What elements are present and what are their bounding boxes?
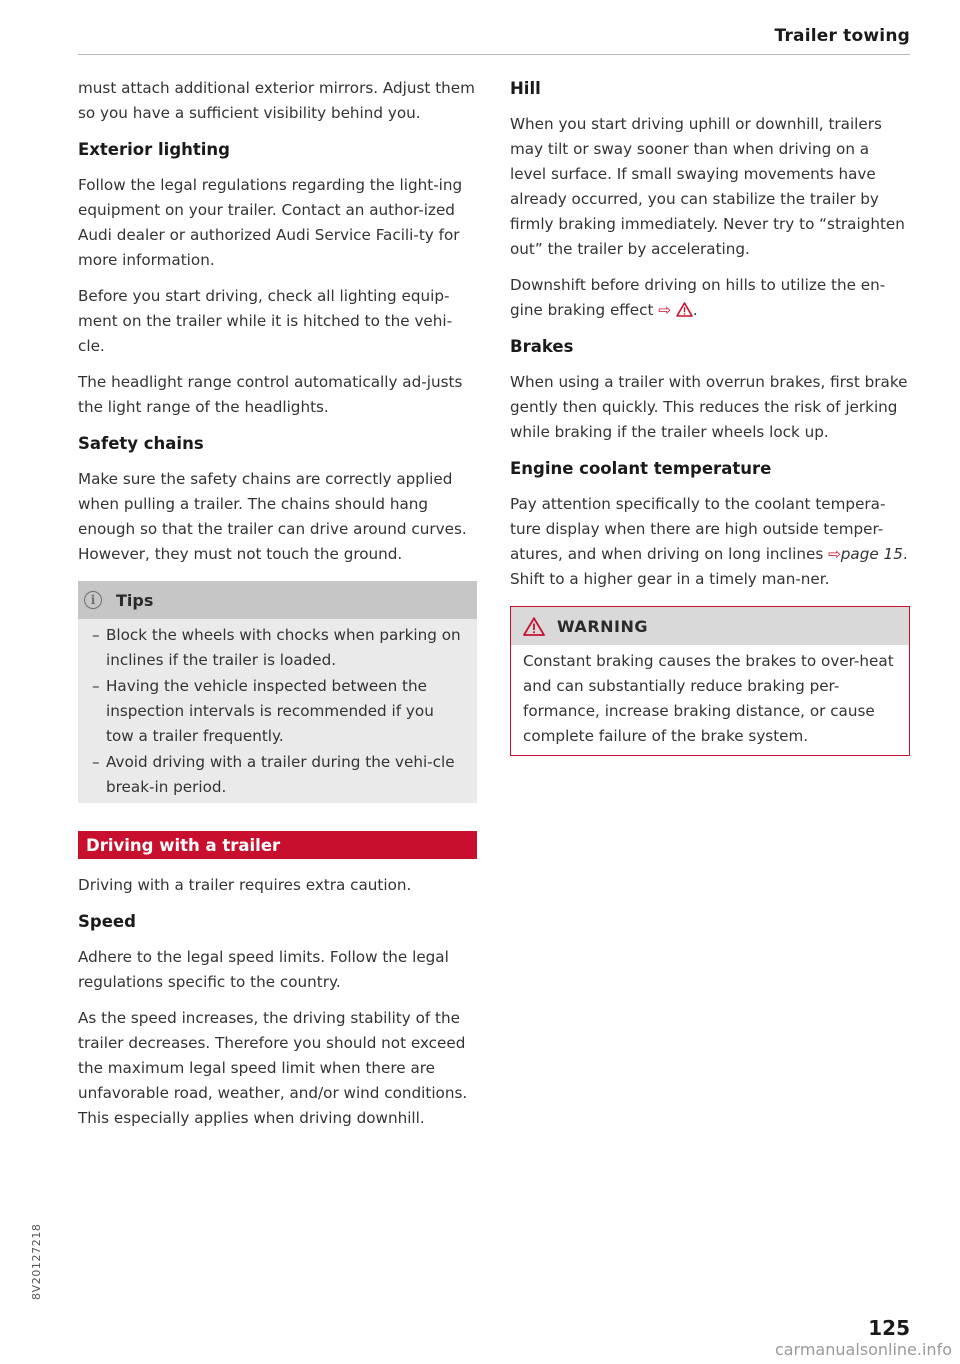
tips-list — [78, 619, 477, 803]
watermark: carmanualsonline.info — [774, 1340, 952, 1359]
paragraph-text: . Shift to a higher gear in a timely man-ner. — [510, 545, 908, 588]
page-header — [78, 22, 910, 55]
paragraph: Follow the legal regulations regarding the light-ing equipment on your trailer. Contact an author-ized Audi dealer or authorized Audi Service Facili-ty for more information. — [78, 176, 463, 269]
heading-engine-coolant: Engine coolant temperature — [510, 459, 772, 478]
document-code: 8V2012721​8 — [30, 1223, 43, 1300]
paragraph: The headlight range control automatically ad-justs the light range of the headlights. — [78, 373, 463, 416]
tips-header — [78, 581, 477, 619]
paragraph: Before you start driving, check all lighting equip-ment on the trailer while it is hitched to the vehi-cle. — [78, 287, 453, 355]
heading-safety-chains: Safety chains — [78, 434, 204, 453]
warning-header — [511, 607, 909, 645]
section-title-bar: Driving with a trailer — [78, 831, 477, 859]
tips-label: Tips — [116, 590, 154, 610]
warning-body — [511, 645, 909, 755]
warning-box — [510, 606, 910, 756]
paragraph: Driving with a trailer requires extra caution. — [78, 876, 412, 894]
heading-exterior-lighting: Exterior lighting — [78, 140, 230, 159]
page-reference-link[interactable]: page 15 — [840, 545, 903, 563]
reference-arrow-icon[interactable]: ⇨ — [658, 301, 671, 319]
info-icon: i — [84, 591, 102, 609]
paragraph: When using a trailer with overrun brakes, first brake gently then quickly. This reduces the risk of jerking while braking if the trailer wheels lock up. — [510, 373, 908, 441]
reference-arrow-icon[interactable]: ⇨ — [828, 545, 841, 563]
list-item: – Avoid driving with a trailer during the vehi-cle break-in period. — [92, 750, 465, 800]
list-item: – Block the wheels with chocks when parking on inclines if the trailer is loaded. — [92, 623, 465, 673]
paragraph: As the speed increases, the driving stability of the trailer decreases. Therefore you should not exceed the maximum legal speed limit when there are unfavorable road, weather, and/or wind conditions. This especially applies when driving downhill. — [78, 1009, 468, 1127]
warning-triangle-icon — [523, 617, 545, 636]
paragraph: When you start driving uphill or downhill, trailers may tilt or sway sooner than when driving on a level surface. If small swaying movements have already occurred, you can stabilize the trailer by firmly braking immediately. Never try to “straighten out” the trailer by accelerating. — [510, 115, 905, 258]
paragraph — [510, 492, 910, 592]
chapter-title: Trailer towing — [774, 26, 910, 46]
paragraph-text: Pay attention specifically to the coolant tempera-ture display when there are high outside temper-atures, and when driving on long inclines — [510, 495, 886, 563]
paragraph: Make sure the safety chains are correctly applied when pulling a trailer. The chains should hang enough so that the trailer can drive around curves. However, they must not touch the ground. — [78, 470, 467, 563]
warning-text: Constant braking causes the brakes to over-heat and can substantially reduce braking per-formance, increase braking distance, or cause complete failure of the brake system. — [523, 652, 894, 745]
paragraph: must attach additional exterior mirrors. Adjust them so you have a sufficient visibility behind you. — [78, 79, 475, 122]
paragraph: Adhere to the legal speed limits. Follow the legal regulations specific to the country. — [78, 948, 449, 991]
paragraph-text: Downshift before driving on hills to utilize the en-gine braking effect — [510, 276, 886, 319]
warning-label: WARNING — [557, 616, 648, 636]
right-column — [510, 76, 910, 756]
tips-box — [78, 581, 477, 803]
heading-brakes: Brakes — [510, 337, 574, 356]
heading-speed: Speed — [78, 912, 136, 931]
left-column — [78, 76, 477, 1142]
list-item: – Having the vehicle inspected between the inspection intervals is recommended if you tow a trailer frequently. — [92, 674, 465, 749]
warning-triangle-icon — [676, 302, 693, 317]
heading-hill: Hill — [510, 79, 541, 98]
page-number: 125 — [868, 1316, 910, 1340]
paragraph: Downshift before driving on hills to utilize the en-gine braking effect ⇨ . — [510, 276, 886, 319]
